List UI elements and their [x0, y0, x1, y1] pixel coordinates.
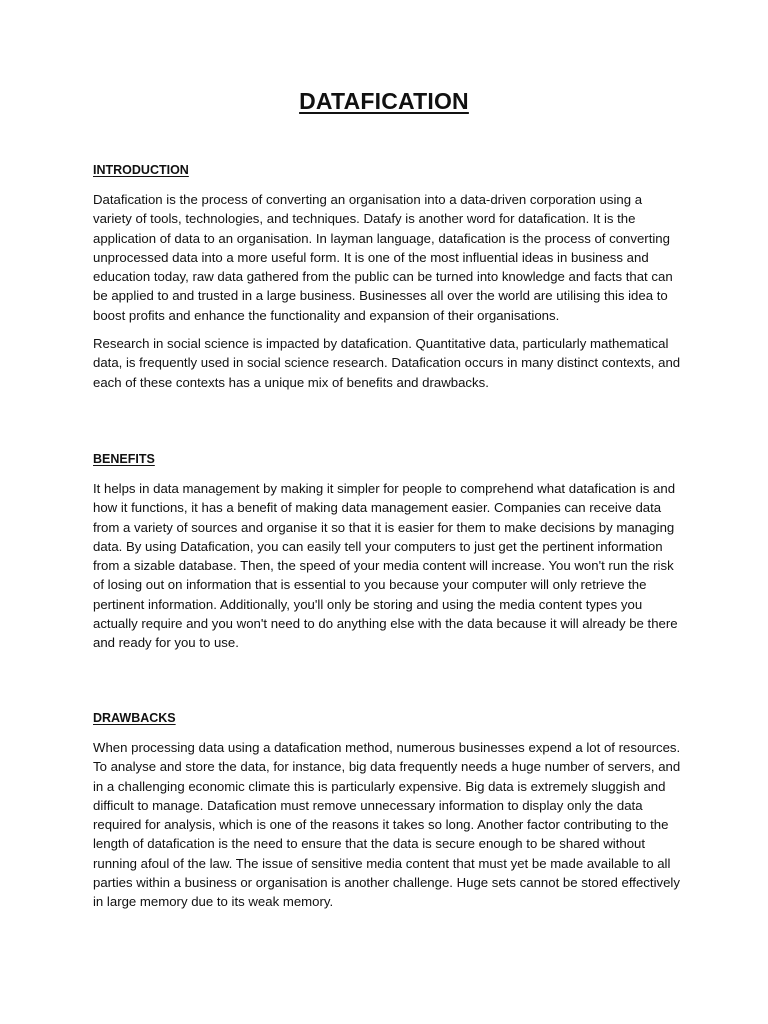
document-title: DATAFICATION: [299, 88, 469, 114]
paragraph: Datafication is the process of converting an organisation into a data-driven corporation using a variety of tools, technologies, and techniques. Datafy is another word for datafication. It is the application of data to an organisation. In layman language, datafication is the process of converting unprocessed data into a more useful form. It is one of the most influential ideas in business and education today, raw data gathered from the public can be turned into knowledge and facts that can be applied to and trusted in a large business. Businesses all over the world are utilising this idea to boost profits and enhance the functionality and expansion of their organisations.: [93, 192, 673, 323]
section-heading-introduction: INTRODUCTION: [93, 163, 189, 177]
section-heading-benefits: BENEFITS: [93, 452, 155, 466]
paragraph: Research in social science is impacted by datafication. Quantitative data, particularly mathematical data, is frequently used in social science research. Datafication occurs in many distinct contexts, and each of these contexts has a unique mix of benefits and drawbacks.: [93, 336, 681, 390]
paragraph: It helps in data management by making it simpler for people to comprehend what datafication is and how it functions, it has a benefit of making data management easier. Companies can receive data from a variety of sources and organise it so that it is easier for them to make decisions by managing data. By using Datafication, you can easily tell your computers to just get the pertinent information from a sizable database. Then, the speed of your media content will increase. You won't run the risk of losing out on information that is essential to you because your computer will only retrieve the pertinent information. Additionally, you'll only be storing and using the media content types you actually require and you won't need to do anything else with the data because it will already be there and ready for you to use.: [93, 481, 678, 651]
section-benefits: [93, 451, 683, 662]
section-heading-drawbacks: DRAWBACKS: [93, 711, 176, 725]
section-introduction: [93, 162, 683, 401]
section-drawbacks: [93, 710, 683, 921]
paragraph: When processing data using a datafication method, numerous businesses expend a lot of resources. To analyse and store the data, for instance, big data frequently needs a huge number of servers, and in a challenging economic climate this is particularly expensive. Big data is extremely sluggish and difficult to manage. Datafication must remove unnecessary information to display only the data required for analysis, which is one of the reasons it takes so long. Another factor contributing to the length of datafication is the need to ensure that the data is secure enough to be shared without running afoul of the law. The issue of sensitive media content that must yet be made available to all parties within a business or organisation is another challenge. Huge sets cannot be stored effectively in large memory due to its weak memory.: [93, 740, 681, 910]
